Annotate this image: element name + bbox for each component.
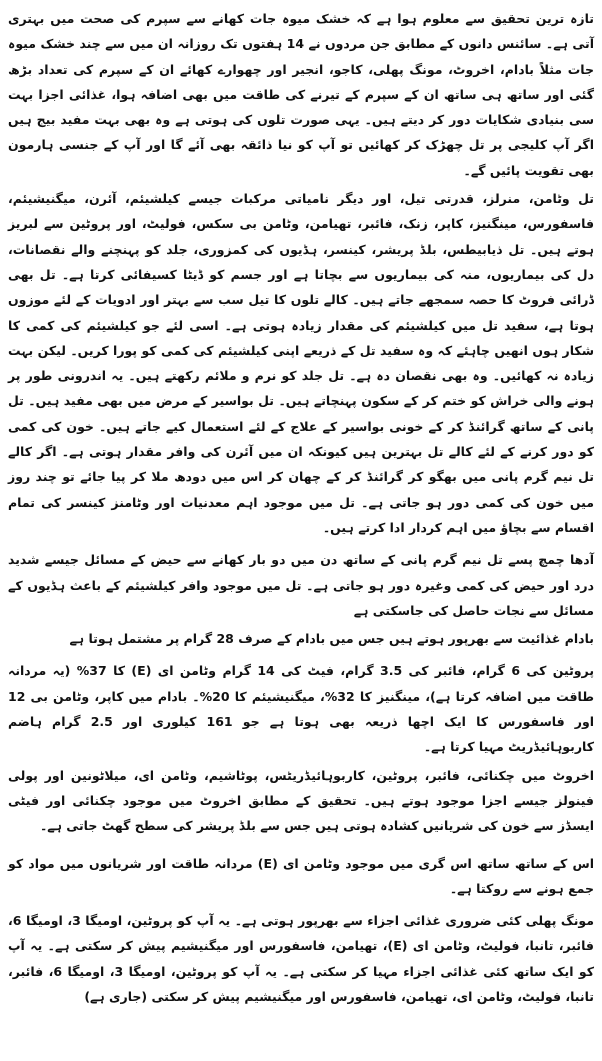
- article-paragraph-almond-intro: بادام غذائیت سے بھرپور ہوتے ہیں جس میں بادام کے صرف 28 گرام پر مشتمل ہوتا ہے: [69, 631, 594, 647]
- article-paragraph-intro: تازہ ترین تحقیق سے معلوم ہوا ہے کہ خشک میوہ جات کھانے سے سپرم کی صحت میں بہتری آتی ہے۔ سائنس دانوں کے مطابق جن مردوں نے 14 ہفتوں تک روزانہ ان میں سے چند خشک میوہ جات مثلاً بادام، اخروٹ، مونگ پھلی، کاجو، انجیر اور چھوارے کھائے ان کے سپرم کی تعداد بڑھ گئی اور ساتھ ہی ساتھ ان کے سپرم کے تیرنے کی طاقت میں بھی اضافہ ہوا، غذائی اجزا بہت سی بنیادی شکایات دور کر دیتے ہیں۔ یہی صورت تلوں کی ہوتی ہے وہ بھی بہت مفید بیج ہیں اگر آپ کلیجی پر تل چھڑک کر کھائیں تو آپ کو نیا ذائقہ بھی آئے گا اور آپ کے جنسی ہارمون بھی تقویت پائیں گے۔: [8, 11, 594, 178]
- article-paragraph-peanut: مونگ پھلی کئی ضروری غذائی اجزاء سے بھرپور ہوتی ہے۔ یہ آپ کو پروٹین، اومیگا 3، اومیگا 6، فائبر، تانبا، فولیٹ، وٹامن ای (E)، تھیامن، فاسفورس اور میگنیشیم پیش کر سکتی ہے۔ یہ آپ کو ایک ساتھ کئی غذائی اجزاء مہیا کر سکتی ہے۔ یہ آپ کو پروٹین، اومیگا 3، اومیگا 6، فائبر، تانبا، فولیٹ، وٹامن ای، تھیامن، فاسفورس اور میگنیشیم پیش کر سکتی (جاری ہے): [8, 913, 594, 1004]
- article-paragraph-sesame-menstrual: آدھا چمچ پسے تل نیم گرم پانی کے ساتھ دن میں دو بار کھانے سے حیض کے مسائل جیسے شدید درد اور حیض کی کمی وغیرہ دور ہو جاتی ہے۔ تل میں موجود وافر کیلشیئم کے باعث ہڈیوں کے مسائل سے نجات حاصل کی جاسکتی ہے: [8, 552, 594, 618]
- article-paragraph-walnut: اخروٹ میں چکنائی، فائبر، پروٹین، کاربوہائیڈریٹس، پوٹاشیم، وٹامن ای، میلاٹونین اور پولی فینولز جیسے اجزا موجود ہوتے ہیں۔ تحقیق کے مطابق اخروٹ میں موجود چکنائی اور فیٹی ایسڈز سے خون کی شریانیں کشادہ ہوتی ہیں جس سے بلڈ پریشر کی سطح گھٹ جاتی ہے۔: [8, 767, 594, 834]
- article-paragraph-sesame: تل وٹامن، منرلز، قدرتی تیل، اور دیگر نامیاتی مرکبات جیسے کیلشیئم، آئرن، میگنیشیئم، فاسفورس، مینگنیز، کاپر، زنک، فائبر، تھیامن، وٹامن بی سکس، فولیٹ، اور پروٹین سے لبریز ہوتے ہیں۔ تل ذیابیطس، بلڈ پریشر، کینسر، ہڈیوں کی کمزوری، جلد کو پہنچنے والے نقصانات، دل کی بیماریوں، منہ کی بیماریوں سے بچاتا ہے اور جسم کو ڈیٹا کسیفائی کرتا ہے۔ تل بھی ڈرائی فروٹ کا حصہ سمجھے جاتے ہیں۔ کالے تلوں کا تیل سب سے بہتر اور ادویات کے لئے موزوں ہوتا ہے، سفید تل میں کیلشیئم کی مقدار زیادہ ہوتی ہے۔ اسی لئے جو کیلشیئم کی کمی کا شکار ہوں انھیں چاہئے کہ وہ سفید تل کے ذریعے اپنی کیلشیئم کی کمی کو پورا کریں۔ لیکن بہت زیادہ نہ کھائیں۔ وہ بھی نقصان دہ ہے۔ تل جلد کو نرم و ملائم رکھتے ہیں۔ یہ اندرونی طور پر ہونے والی خراش کو ختم کر کے سکون پہنچاتے ہیں۔ تل بواسیر کے مرض میں بھی مفید ہیں۔ تل پانی کے ساتھ گرائنڈ کر کے خونی بواسیر کے علاج کے لئے استعمال کیے جاتے ہیں۔ خون کی کمی کو دور کرنے کے لئے کالے تل بہترین ہیں کیونکہ ان میں آئرن کی وافر مقدار ہوتی ہے۔ اگر کالے تل نیم گرم پانی میں بھگو کر گرائنڈ کر کے چھان کر اس میں دودھ ملا کر پیا جائے تو چند روز میں خون کی کمی دور ہو جاتی ہے۔ تل میں موجود اہم معدنیات اور وٹامنز کینسر کی تمام اقسام سے بچاؤ میں اہم کردار ادا کرتے ہیں۔: [8, 191, 594, 535]
- article-paragraph-walnut-vitamin-e: اس کے ساتھ ساتھ اس گری میں موجود وٹامن ای (E) مردانہ طاقت اور شریانوں میں مواد کو جمع ہونے سے روکتا ہے۔: [8, 855, 595, 896]
- article-paragraph-almond-nutrients: پروٹین کی 6 گرام، فائبر کی 3.5 گرام، فیٹ کی 14 گرام وٹامن ای (E) کا 37% (یہ مردانہ طاقت میں اضافہ کرتا ہے)، مینگنیز کا 32%، میگنیشیئم کا 20%۔ بادام میں کاپر، وٹامن بی 12 اور فاسفورس کا ایک اچھا ذریعہ بھی ہوتا ہے جو 161 کیلوری اور 2.5 گرام ہاضم کاربوہائیڈریٹ مہیا کرتا ہے۔: [8, 663, 595, 755]
